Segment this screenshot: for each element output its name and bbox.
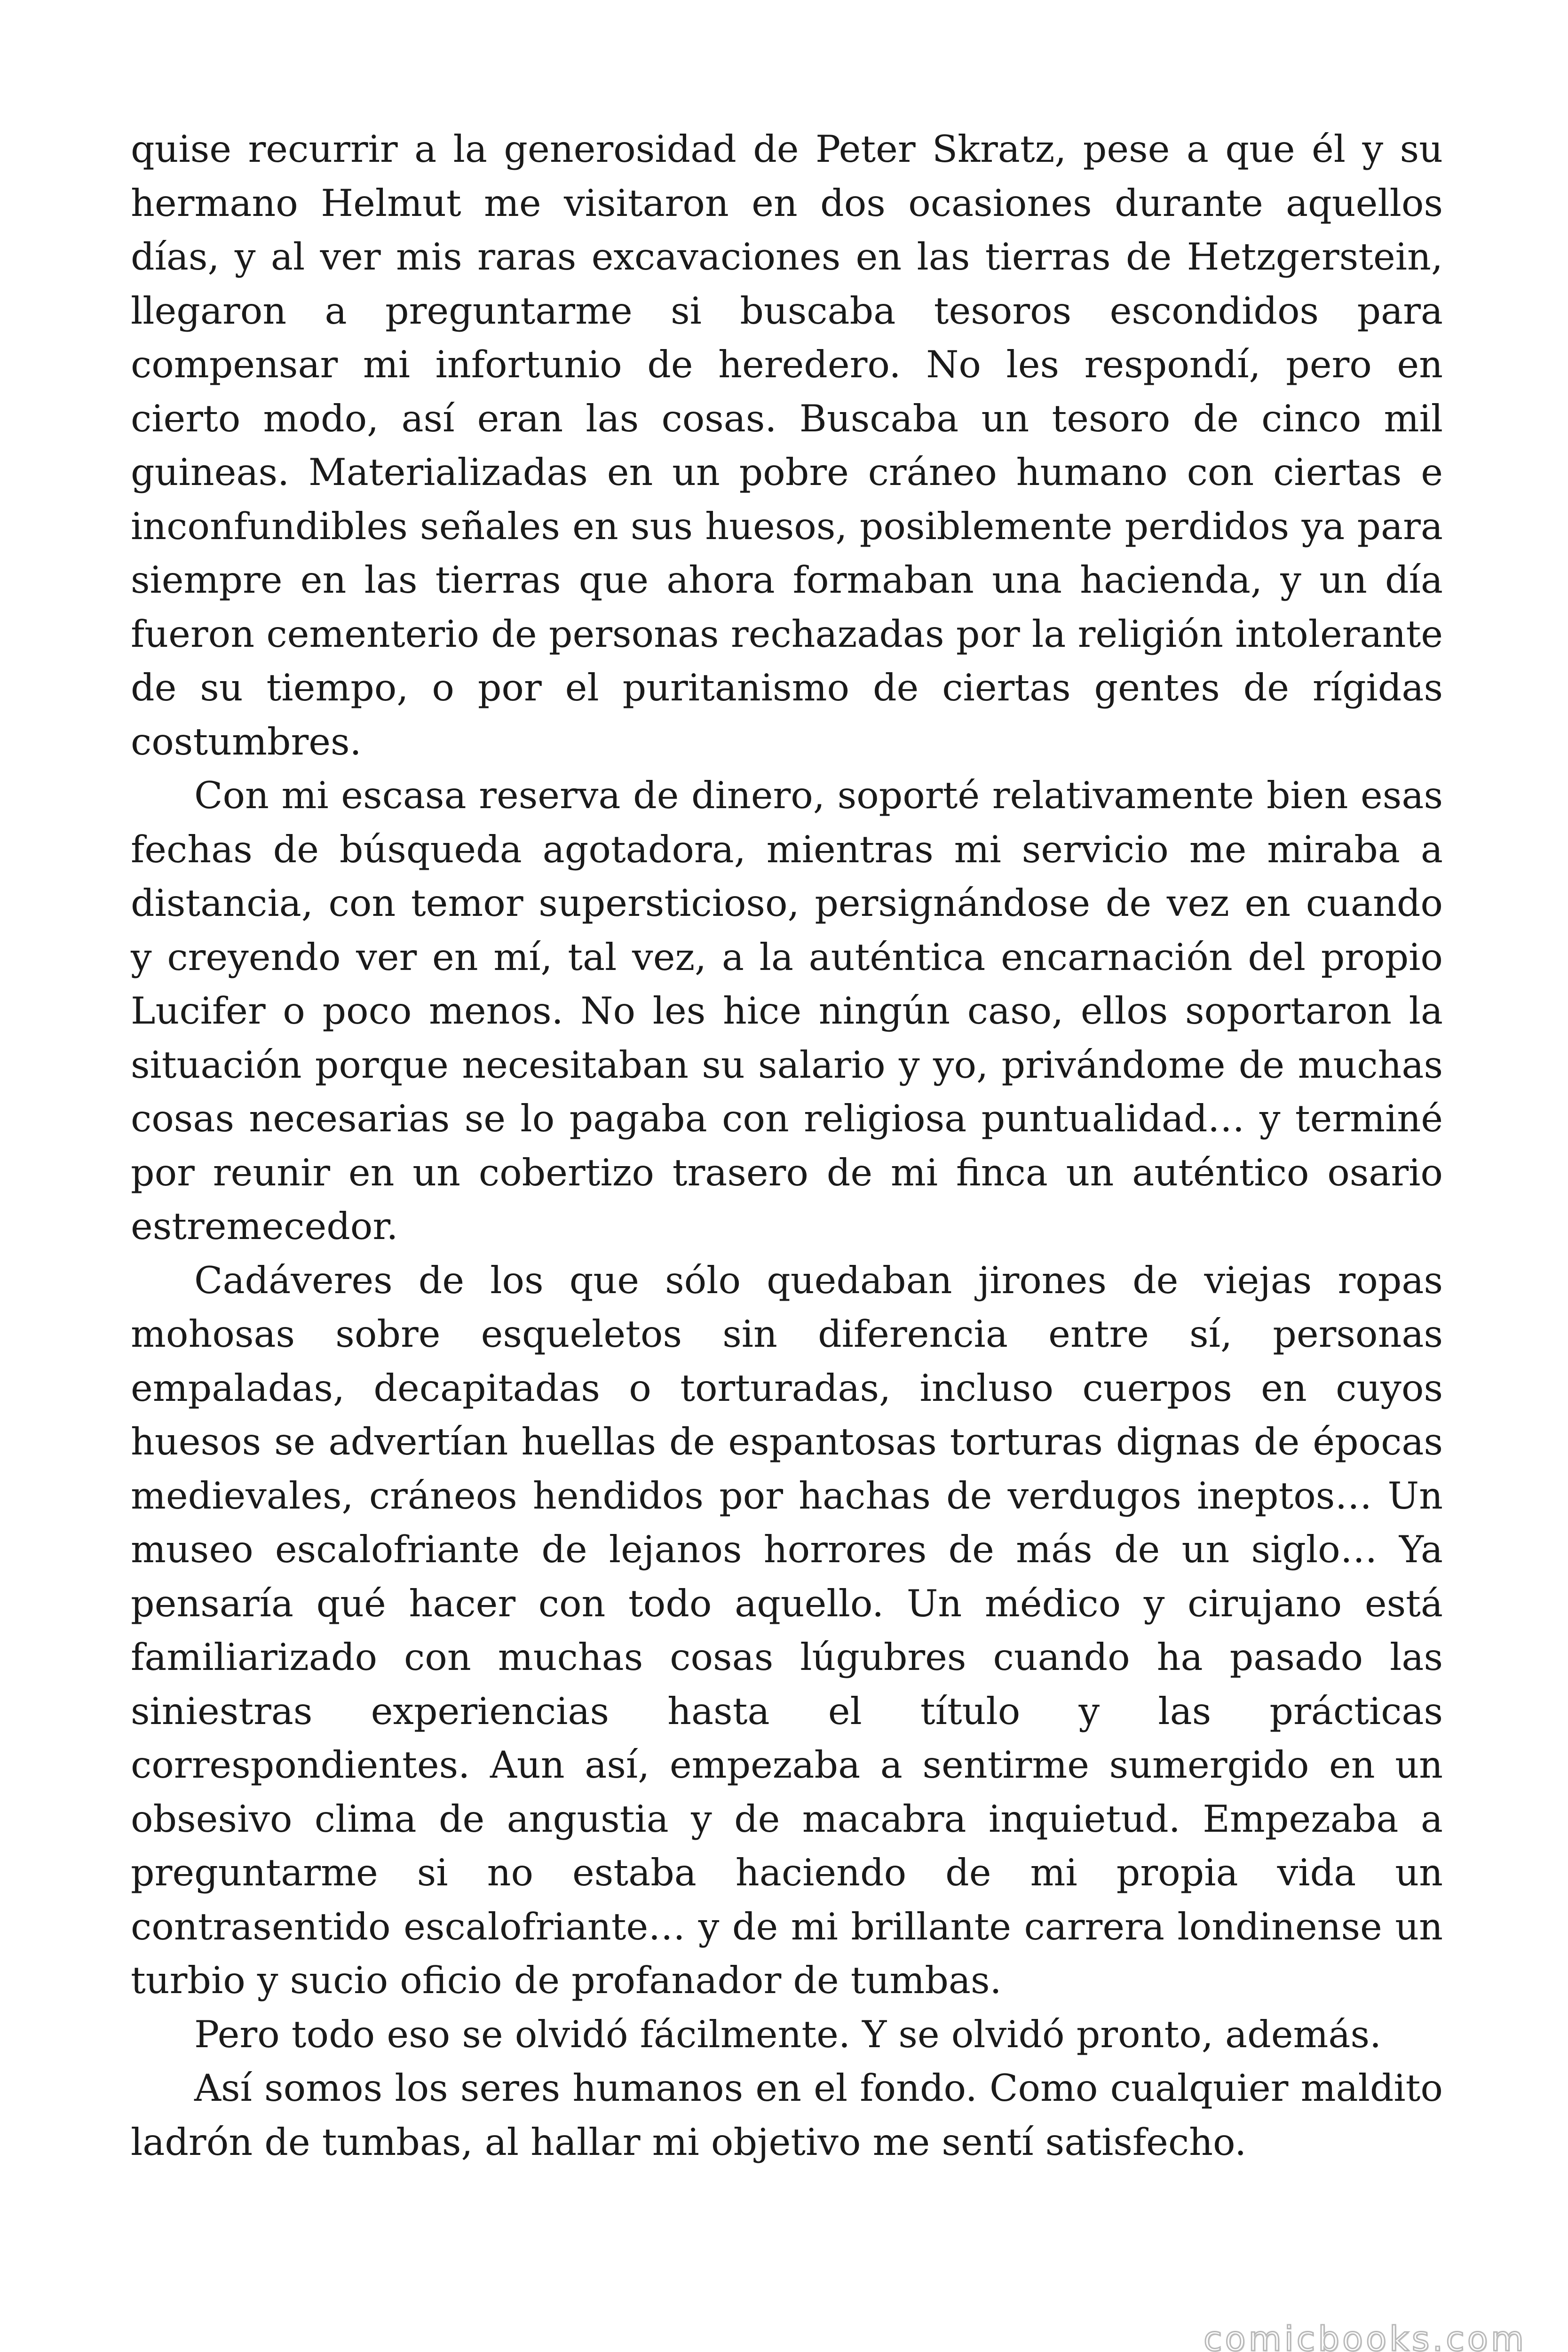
page-body	[131, 122, 1443, 2169]
paragraph-1: quise recurrir a la generosidad de Peter Skratz, pese a que él y su hermano Helmut me visitaron en dos ocasiones durante aquellos días, y al ver mis raras excavaciones en las tierras de Hetzgerstein, llegaron a preguntarme si buscaba tesoros escondidos para compensar mi infortunio de heredero. No les respondí, pero en cierto modo, así eran las cosas. Buscaba un tesoro de cinco mil guineas. Materializadas en un pobre cráneo humano con ciertas e inconfundibles señales en sus huesos, posiblemente perdidos ya para siempre en las tierras que ahora formaban una hacienda, y un día fueron cementerio de personas rechazadas por la religión intolerante de su tiempo, o por el puritanismo de ciertas gentes de rígidas costumbres.	[131, 127, 1443, 763]
paragraph-5: Así somos los seres humanos en el fondo. Como cualquier maldito ladrón de tumbas, al hallar mi objetivo me sentí satisfecho.	[131, 2066, 1443, 2164]
paragraph-3: Cadáveres de los que sólo quedaban jirones de viejas ropas mohosas sobre esqueletos sin diferencia entre sí, personas empaladas, decapitadas o torturadas, incluso cuerpos en cuyos huesos se advertían huellas de espantosas torturas dignas de épocas medievales, cráneos hendidos por hachas de verdugos ineptos… Un museo escalofriante de lejanos horrores de más de un siglo… Ya pensaría qué hacer con todo aquello. Un médico y cirujano está familiarizado con muchas cosas lúgubres cuando ha pasado las siniestras experiencias hasta el título y las prácticas correspondientes. Aun así, empezaba a sentirme sumergido en un obsesivo clima de angustia y de macabra inquietud. Empezaba a preguntarme si no estaba haciendo de mi propia vida un contrasentido escalofriante… y de mi brillante carrera londinense un turbio y sucio oficio de profanador de tumbas.	[131, 1258, 1443, 2002]
paragraph-2: Con mi escasa reserva de dinero, soporté relativamente bien esas fechas de búsqueda agotadora, mientras mi servicio me miraba a distancia, con temor supersticioso, persignándose de vez en cuando y creyendo ver en mí, tal vez, a la auténtica encarnación del propio Lucifer o poco menos. No les hice ningún caso, ellos soportaron la situación porque necesitaban su salario y yo, privándome de muchas cosas necesarias se lo pagaba con religiosa puntualidad… y terminé por reunir en un cobertizo trasero de mi finca un auténtico osario estremecedor.	[131, 774, 1443, 1248]
watermark: comicbooks.com	[1203, 2319, 1527, 2352]
paragraph-4: Pero todo eso se olvidó fácilmente. Y se olvidó pronto, además.	[194, 2012, 1382, 2056]
